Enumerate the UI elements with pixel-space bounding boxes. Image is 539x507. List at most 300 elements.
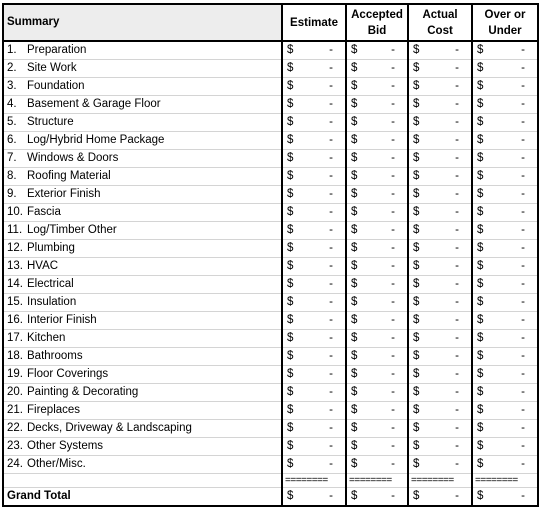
- currency-symbol: $: [413, 260, 420, 272]
- currency-symbol: $: [287, 458, 294, 470]
- header-over-under-line1: Over or: [484, 8, 526, 21]
- amount-value: -: [521, 458, 526, 470]
- row-number[interactable]: 22.: [3, 420, 20, 438]
- amount-cell[interactable]: [346, 330, 408, 348]
- currency-symbol: $: [351, 224, 358, 236]
- row-label[interactable]: Other/Misc.: [20, 456, 282, 474]
- amount-value: -: [455, 278, 460, 290]
- amount-cell[interactable]: [346, 488, 408, 507]
- amount-value: -: [329, 332, 334, 344]
- currency-symbol: $: [413, 188, 420, 200]
- amount-cell[interactable]: [472, 276, 538, 294]
- row-label[interactable]: Insulation: [20, 294, 282, 312]
- row-number[interactable]: 1.: [3, 41, 20, 60]
- amount-cell[interactable]: [346, 204, 408, 222]
- header-accepted-bid[interactable]: [346, 4, 408, 41]
- amount-value: -: [455, 314, 460, 326]
- row-number[interactable]: 15.: [3, 294, 20, 312]
- currency-symbol: $: [413, 404, 420, 416]
- currency-symbol: $: [413, 332, 420, 344]
- amount-cell[interactable]: [472, 60, 538, 78]
- header-estimate[interactable]: Estimate: [282, 4, 346, 41]
- row-label[interactable]: Exterior Finish: [20, 186, 282, 204]
- amount-cell[interactable]: [408, 114, 472, 132]
- amount-value: -: [391, 80, 396, 92]
- currency-symbol: $: [413, 98, 420, 110]
- amount-cell[interactable]: [346, 294, 408, 312]
- row-number[interactable]: 10.: [3, 204, 20, 222]
- currency-symbol: $: [287, 206, 294, 218]
- currency-symbol: $: [413, 80, 420, 92]
- amount-cell[interactable]: [346, 312, 408, 330]
- table-row: [3, 402, 538, 420]
- amount-cell[interactable]: [282, 96, 346, 114]
- currency-symbol: $: [351, 386, 358, 398]
- amount-value: -: [329, 368, 334, 380]
- amount-cell[interactable]: [472, 186, 538, 204]
- amount-value: -: [329, 98, 334, 110]
- amount-value: -: [521, 350, 526, 362]
- amount-cell[interactable]: [282, 41, 346, 60]
- amount-cell[interactable]: [282, 420, 346, 438]
- row-label[interactable]: Floor Coverings: [20, 366, 282, 384]
- amount-value: -: [455, 296, 460, 308]
- amount-cell[interactable]: [408, 78, 472, 96]
- amount-value: -: [455, 134, 460, 146]
- currency-symbol: $: [351, 62, 358, 74]
- amount-value: -: [391, 152, 396, 164]
- total-separator: ========: [282, 474, 346, 488]
- total-separator: ========: [472, 474, 538, 488]
- currency-symbol: $: [477, 386, 484, 398]
- amount-value: -: [329, 386, 334, 398]
- amount-value: -: [391, 386, 396, 398]
- amount-cell[interactable]: [346, 366, 408, 384]
- currency-symbol: $: [287, 490, 294, 502]
- amount-cell[interactable]: [408, 294, 472, 312]
- amount-value: -: [455, 44, 460, 56]
- currency-symbol: $: [477, 350, 484, 362]
- amount-value: -: [521, 386, 526, 398]
- amount-value: -: [329, 152, 334, 164]
- amount-cell[interactable]: [346, 132, 408, 150]
- amount-cell[interactable]: [282, 222, 346, 240]
- currency-symbol: $: [477, 404, 484, 416]
- amount-value: -: [391, 350, 396, 362]
- amount-cell[interactable]: [472, 438, 538, 456]
- amount-value: -: [329, 116, 334, 128]
- amount-cell[interactable]: [408, 41, 472, 60]
- currency-symbol: $: [351, 80, 358, 92]
- currency-symbol: $: [287, 170, 294, 182]
- currency-symbol: $: [287, 296, 294, 308]
- amount-cell[interactable]: [472, 258, 538, 276]
- currency-symbol: $: [477, 368, 484, 380]
- currency-symbol: $: [477, 296, 484, 308]
- amount-cell[interactable]: [346, 60, 408, 78]
- currency-symbol: $: [413, 490, 420, 502]
- header-summary[interactable]: Summary: [3, 4, 282, 41]
- amount-cell[interactable]: [408, 240, 472, 258]
- amount-cell[interactable]: [472, 150, 538, 168]
- header-accepted-bid-line2: Bid: [367, 24, 387, 37]
- amount-cell[interactable]: [408, 488, 472, 507]
- amount-cell[interactable]: [472, 168, 538, 186]
- amount-cell[interactable]: [408, 276, 472, 294]
- amount-cell[interactable]: [472, 402, 538, 420]
- currency-symbol: $: [413, 134, 420, 146]
- row-label[interactable]: Preparation: [20, 41, 282, 60]
- row-label[interactable]: Log/Timber Other: [20, 222, 282, 240]
- header-over-under[interactable]: [472, 4, 538, 41]
- amount-cell[interactable]: [282, 330, 346, 348]
- currency-symbol: $: [351, 458, 358, 470]
- amount-cell[interactable]: [408, 312, 472, 330]
- currency-symbol: $: [413, 152, 420, 164]
- row-number[interactable]: 16.: [3, 312, 20, 330]
- currency-symbol: $: [477, 116, 484, 128]
- row-number[interactable]: 6.: [3, 132, 20, 150]
- amount-cell[interactable]: [282, 60, 346, 78]
- currency-symbol: $: [413, 206, 420, 218]
- row-label[interactable]: Windows & Doors: [20, 150, 282, 168]
- amount-cell[interactable]: [472, 348, 538, 366]
- amount-cell[interactable]: [346, 276, 408, 294]
- amount-cell[interactable]: [408, 366, 472, 384]
- amount-cell[interactable]: [408, 438, 472, 456]
- amount-value: -: [391, 116, 396, 128]
- amount-cell[interactable]: [282, 276, 346, 294]
- currency-symbol: $: [477, 314, 484, 326]
- currency-symbol: $: [351, 44, 358, 56]
- amount-cell[interactable]: [408, 456, 472, 474]
- currency-symbol: $: [287, 44, 294, 56]
- amount-cell[interactable]: [346, 456, 408, 474]
- currency-symbol: $: [477, 80, 484, 92]
- amount-cell[interactable]: [408, 222, 472, 240]
- amount-value: -: [521, 206, 526, 218]
- amount-cell[interactable]: [408, 96, 472, 114]
- row-number[interactable]: 24.: [3, 456, 20, 474]
- table-row: [3, 78, 538, 96]
- table-row: [3, 60, 538, 78]
- row-number[interactable]: 7.: [3, 150, 20, 168]
- amount-cell[interactable]: [408, 60, 472, 78]
- amount-cell[interactable]: [408, 168, 472, 186]
- row-label[interactable]: Fireplaces: [20, 402, 282, 420]
- amount-cell[interactable]: [346, 402, 408, 420]
- amount-value: -: [455, 242, 460, 254]
- currency-symbol: $: [287, 134, 294, 146]
- currency-symbol: $: [477, 170, 484, 182]
- currency-symbol: $: [413, 242, 420, 254]
- amount-value: -: [521, 188, 526, 200]
- currency-symbol: $: [413, 350, 420, 362]
- amount-cell[interactable]: [472, 420, 538, 438]
- currency-symbol: $: [413, 458, 420, 470]
- currency-symbol: $: [351, 98, 358, 110]
- amount-cell[interactable]: [282, 204, 346, 222]
- currency-symbol: $: [287, 368, 294, 380]
- currency-symbol: $: [287, 440, 294, 452]
- amount-cell[interactable]: [282, 150, 346, 168]
- currency-symbol: $: [413, 368, 420, 380]
- amount-cell[interactable]: [346, 240, 408, 258]
- row-label[interactable]: Plumbing: [20, 240, 282, 258]
- amount-cell[interactable]: [346, 168, 408, 186]
- row-number[interactable]: 2.: [3, 60, 20, 78]
- amount-cell[interactable]: [408, 132, 472, 150]
- header-actual-cost[interactable]: [408, 4, 472, 41]
- currency-symbol: $: [287, 350, 294, 362]
- table-row: [3, 96, 538, 114]
- amount-cell[interactable]: [282, 186, 346, 204]
- row-number[interactable]: 8.: [3, 168, 20, 186]
- currency-symbol: $: [287, 278, 294, 290]
- amount-value: -: [391, 62, 396, 74]
- amount-cell[interactable]: [472, 78, 538, 96]
- row-number[interactable]: 12.: [3, 240, 20, 258]
- amount-value: -: [391, 458, 396, 470]
- row-number[interactable]: 5.: [3, 114, 20, 132]
- amount-value: -: [391, 188, 396, 200]
- amount-value: -: [391, 206, 396, 218]
- amount-cell[interactable]: [282, 366, 346, 384]
- amount-cell[interactable]: [346, 150, 408, 168]
- amount-cell[interactable]: [346, 384, 408, 402]
- amount-cell[interactable]: [346, 96, 408, 114]
- row-label[interactable]: Site Work: [20, 60, 282, 78]
- amount-cell[interactable]: [472, 222, 538, 240]
- header-row: [3, 4, 538, 41]
- amount-cell[interactable]: [346, 438, 408, 456]
- amount-cell[interactable]: [472, 132, 538, 150]
- currency-symbol: $: [287, 224, 294, 236]
- currency-symbol: $: [413, 116, 420, 128]
- row-label[interactable]: Painting & Decorating: [20, 384, 282, 402]
- amount-value: -: [391, 224, 396, 236]
- amount-cell[interactable]: [472, 384, 538, 402]
- amount-value: -: [329, 490, 334, 502]
- amount-value: -: [455, 206, 460, 218]
- row-number[interactable]: 21.: [3, 402, 20, 420]
- currency-symbol: $: [287, 260, 294, 272]
- row-label[interactable]: Other Systems: [20, 438, 282, 456]
- amount-cell[interactable]: [408, 150, 472, 168]
- amount-value: -: [455, 62, 460, 74]
- amount-cell[interactable]: [408, 348, 472, 366]
- row-number[interactable]: 20.: [3, 384, 20, 402]
- amount-value: -: [521, 332, 526, 344]
- table-row: [3, 420, 538, 438]
- amount-cell[interactable]: [282, 294, 346, 312]
- currency-symbol: $: [413, 170, 420, 182]
- currency-symbol: $: [287, 242, 294, 254]
- currency-symbol: $: [477, 152, 484, 164]
- amount-cell[interactable]: [282, 312, 346, 330]
- amount-value: -: [521, 490, 526, 502]
- row-label[interactable]: Interior Finish: [20, 312, 282, 330]
- row-label[interactable]: Basement & Garage Floor: [20, 96, 282, 114]
- currency-symbol: $: [477, 458, 484, 470]
- amount-cell[interactable]: [408, 258, 472, 276]
- amount-cell[interactable]: [282, 240, 346, 258]
- amount-value: -: [391, 242, 396, 254]
- row-label[interactable]: HVAC: [20, 258, 282, 276]
- amount-cell[interactable]: [346, 348, 408, 366]
- amount-cell[interactable]: [282, 114, 346, 132]
- row-number[interactable]: 4.: [3, 96, 20, 114]
- table-row: [3, 276, 538, 294]
- currency-symbol: $: [477, 62, 484, 74]
- amount-cell[interactable]: [282, 488, 346, 507]
- currency-symbol: $: [351, 350, 358, 362]
- grand-total-label[interactable]: Grand Total: [3, 488, 282, 507]
- amount-value: -: [455, 80, 460, 92]
- currency-symbol: $: [351, 134, 358, 146]
- amount-value: -: [329, 206, 334, 218]
- currency-symbol: $: [351, 296, 358, 308]
- currency-symbol: $: [413, 386, 420, 398]
- currency-symbol: $: [287, 332, 294, 344]
- row-label[interactable]: Log/Hybrid Home Package: [20, 132, 282, 150]
- row-number[interactable]: 19.: [3, 366, 20, 384]
- row-label[interactable]: Electrical: [20, 276, 282, 294]
- amount-cell[interactable]: [408, 384, 472, 402]
- amount-cell[interactable]: [472, 488, 538, 507]
- row-number[interactable]: 14.: [3, 276, 20, 294]
- row-number[interactable]: 11.: [3, 222, 20, 240]
- amount-value: -: [455, 440, 460, 452]
- amount-value: -: [455, 260, 460, 272]
- amount-value: -: [455, 458, 460, 470]
- row-label[interactable]: Fascia: [20, 204, 282, 222]
- amount-value: -: [521, 440, 526, 452]
- currency-symbol: $: [351, 260, 358, 272]
- currency-symbol: $: [287, 62, 294, 74]
- amount-value: -: [391, 404, 396, 416]
- amount-value: -: [329, 80, 334, 92]
- currency-symbol: $: [351, 116, 358, 128]
- amount-cell[interactable]: [346, 222, 408, 240]
- currency-symbol: $: [477, 134, 484, 146]
- table-row: [3, 294, 538, 312]
- amount-value: -: [455, 490, 460, 502]
- amount-value: -: [521, 116, 526, 128]
- amount-cell[interactable]: [472, 41, 538, 60]
- amount-cell[interactable]: [282, 384, 346, 402]
- amount-value: -: [521, 278, 526, 290]
- row-number[interactable]: 13.: [3, 258, 20, 276]
- table-row: [3, 168, 538, 186]
- amount-cell[interactable]: [472, 114, 538, 132]
- amount-cell[interactable]: [472, 294, 538, 312]
- currency-symbol: $: [477, 422, 484, 434]
- amount-cell[interactable]: [346, 186, 408, 204]
- amount-cell[interactable]: [408, 204, 472, 222]
- header-actual-cost-line1: Actual: [422, 8, 458, 21]
- amount-cell[interactable]: [346, 41, 408, 60]
- amount-cell[interactable]: [282, 258, 346, 276]
- amount-value: -: [329, 242, 334, 254]
- amount-cell[interactable]: [282, 132, 346, 150]
- amount-cell[interactable]: [282, 168, 346, 186]
- amount-cell[interactable]: [472, 204, 538, 222]
- table-row: [3, 258, 538, 276]
- row-label[interactable]: Structure: [20, 114, 282, 132]
- row-label[interactable]: Kitchen: [20, 330, 282, 348]
- currency-symbol: $: [477, 188, 484, 200]
- amount-value: -: [329, 422, 334, 434]
- amount-value: -: [391, 98, 396, 110]
- row-number[interactable]: 9.: [3, 186, 20, 204]
- amount-cell[interactable]: [346, 78, 408, 96]
- amount-value: -: [329, 314, 334, 326]
- amount-cell[interactable]: [472, 96, 538, 114]
- amount-value: -: [455, 368, 460, 380]
- amount-cell[interactable]: [408, 402, 472, 420]
- amount-value: -: [521, 260, 526, 272]
- amount-cell[interactable]: [408, 186, 472, 204]
- currency-symbol: $: [413, 44, 420, 56]
- amount-cell[interactable]: [346, 114, 408, 132]
- table-row: [3, 348, 538, 366]
- total-separator: ========: [346, 474, 408, 488]
- amount-value: -: [455, 188, 460, 200]
- amount-cell[interactable]: [346, 258, 408, 276]
- amount-cell[interactable]: [282, 348, 346, 366]
- amount-value: -: [521, 296, 526, 308]
- amount-cell[interactable]: [282, 78, 346, 96]
- amount-value: -: [329, 278, 334, 290]
- total-separator: ========: [408, 474, 472, 488]
- currency-symbol: $: [413, 62, 420, 74]
- amount-cell[interactable]: [472, 330, 538, 348]
- row-number[interactable]: 17.: [3, 330, 20, 348]
- amount-cell[interactable]: [472, 240, 538, 258]
- amount-cell[interactable]: [282, 402, 346, 420]
- currency-symbol: $: [413, 422, 420, 434]
- table-row: [3, 456, 538, 474]
- currency-symbol: $: [477, 278, 484, 290]
- amount-value: -: [521, 404, 526, 416]
- row-label[interactable]: Roofing Material: [20, 168, 282, 186]
- row-number[interactable]: 3.: [3, 78, 20, 96]
- currency-symbol: $: [413, 224, 420, 236]
- row-label[interactable]: Bathrooms: [20, 348, 282, 366]
- row-number[interactable]: 18.: [3, 348, 20, 366]
- amount-cell[interactable]: [472, 312, 538, 330]
- amount-cell[interactable]: [282, 456, 346, 474]
- currency-symbol: $: [351, 404, 358, 416]
- amount-cell[interactable]: [282, 438, 346, 456]
- amount-value: -: [521, 170, 526, 182]
- row-label[interactable]: Decks, Driveway & Landscaping: [20, 420, 282, 438]
- table-row: [3, 132, 538, 150]
- amount-cell[interactable]: [346, 420, 408, 438]
- currency-symbol: $: [287, 422, 294, 434]
- currency-symbol: $: [287, 80, 294, 92]
- row-number[interactable]: 23.: [3, 438, 20, 456]
- amount-cell[interactable]: [408, 330, 472, 348]
- amount-cell[interactable]: [472, 366, 538, 384]
- amount-cell[interactable]: [472, 456, 538, 474]
- amount-value: -: [391, 368, 396, 380]
- amount-cell[interactable]: [408, 420, 472, 438]
- amount-value: -: [329, 44, 334, 56]
- currency-symbol: $: [287, 404, 294, 416]
- row-label[interactable]: Foundation: [20, 78, 282, 96]
